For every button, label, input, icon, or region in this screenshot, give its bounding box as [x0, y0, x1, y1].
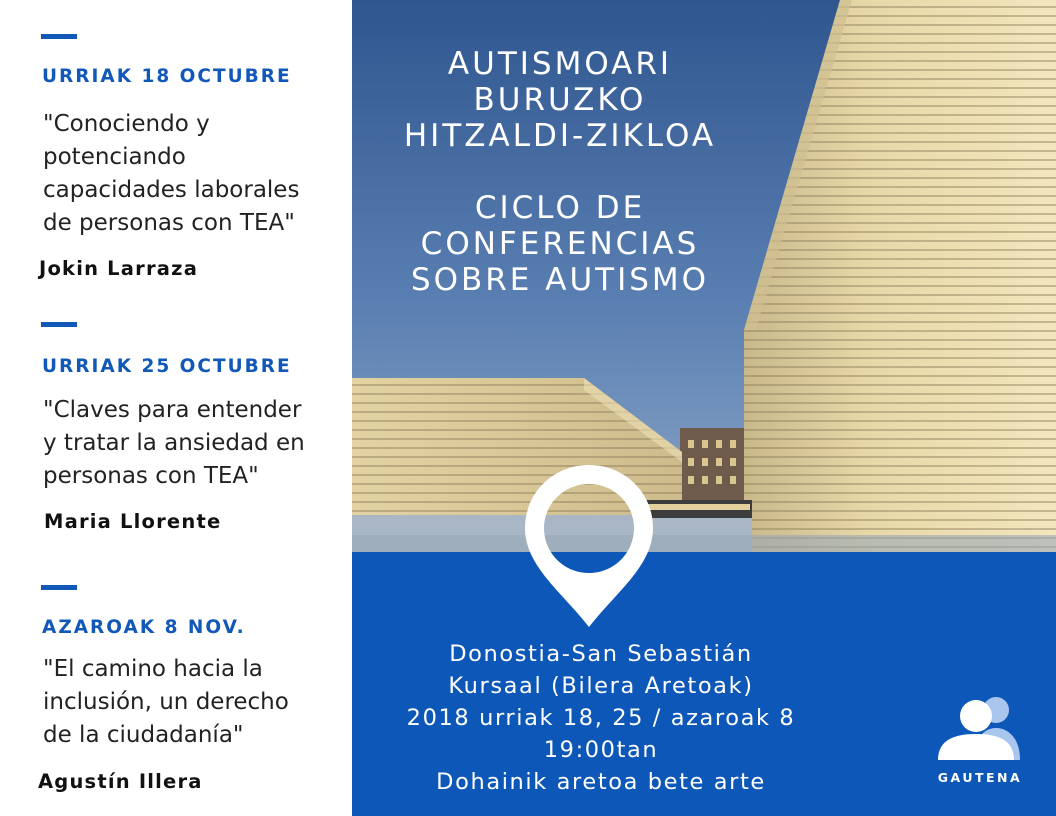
talk-line: capacidades laborales: [43, 177, 300, 203]
talk-line: potenciando: [43, 144, 186, 170]
title-line: HITZALDI-ZIKLOA: [403, 118, 717, 154]
talk-line: "Claves para entender: [43, 397, 302, 423]
info-dates: 2018 urriak 18, 25 / azaroak 8: [406, 705, 796, 731]
info-city: Donostia-San Sebastián: [449, 641, 753, 667]
title-line: AUTISMOARI: [447, 46, 673, 82]
logo-text: GAUTENA: [937, 770, 1023, 785]
event-list: [0, 0, 352, 816]
event-talk-title: [43, 653, 323, 752]
talk-line: "Conociendo y: [43, 111, 210, 137]
talk-line: personas con TEA": [43, 463, 259, 489]
title-spanish: [352, 190, 768, 298]
event-talk-title: [43, 108, 323, 240]
title-line: SOBRE AUTISMO: [410, 262, 710, 298]
event-speaker: Jokin Larraza: [39, 257, 199, 280]
divider-bar: [41, 585, 77, 590]
location-pin-icon: [522, 462, 656, 630]
talk-line: de la ciudadanía": [43, 722, 244, 748]
event-date: URRIAK 25 OCTUBRE: [42, 356, 292, 377]
event-date: AZAROAK 8 NOV.: [42, 617, 246, 638]
event-speaker: Agustín Illera: [38, 770, 203, 793]
talk-line: de personas con TEA": [43, 210, 295, 236]
info-venue: Kursaal (Bilera Aretoak): [448, 673, 754, 699]
event-speaker: Maria Llorente: [44, 510, 222, 533]
title-line: CICLO DE: [474, 190, 646, 226]
poster-panel: [352, 0, 1056, 816]
talk-line: y tratar la ansiedad en: [43, 430, 305, 456]
divider-bar: [41, 34, 77, 39]
talk-line: "El camino hacia la: [43, 656, 263, 682]
title-line: CONFERENCIAS: [420, 226, 700, 262]
event-talk-title: [43, 394, 323, 493]
title-line: BURUZKO: [473, 82, 647, 118]
divider-bar: [41, 322, 77, 327]
title-basque: [352, 46, 768, 154]
event-info: [352, 638, 850, 798]
talk-line: inclusión, un derecho: [43, 689, 289, 715]
info-note: Dohainik aretoa bete arte: [436, 769, 766, 795]
event-date: URRIAK 18 OCTUBRE: [42, 66, 292, 87]
info-time: 19:00tan: [543, 737, 659, 763]
